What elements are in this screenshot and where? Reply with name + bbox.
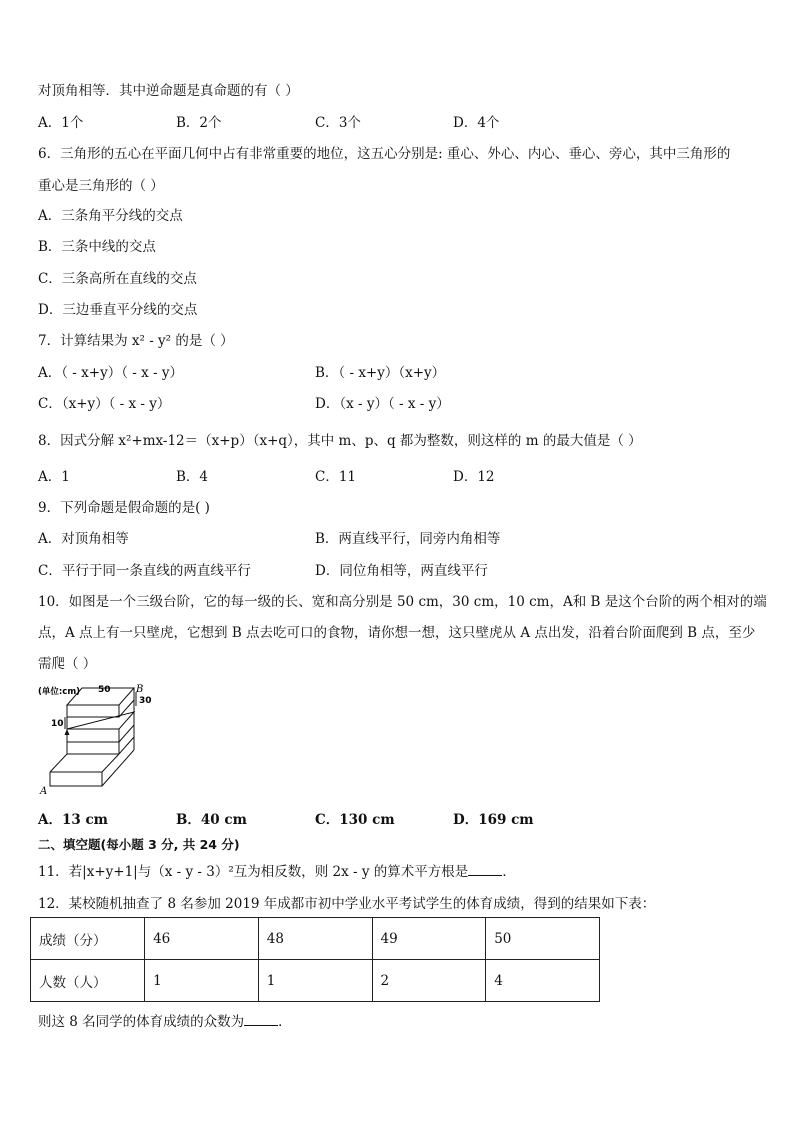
step-top-front [67,705,119,717]
q7-option-c[interactable]: C．（x+y）（ - x - y） [38,396,171,412]
q5-stem-tail: 对顶角相等．其中逆命题是真命题的有（ ） [38,83,299,99]
q8-option-b[interactable]: B．4 [176,469,209,485]
q9-stem: 9．下列命题是假命题的是( ) [38,500,210,516]
table-cell: 1 [145,960,259,1002]
q10-option-a[interactable]: A．13 cm [38,812,108,828]
q12-stem: 12．某校随机抽查了 8 名参加 2019 年成都市初中学业水平考试学生的体育成绩，得到的结果如下表： [38,896,656,912]
q10-stem-line3: 需爬（ ） [38,656,97,672]
table-row [31,960,600,1002]
q5-option-c[interactable]: C．3个 [315,115,361,131]
q9-option-a[interactable]: A．对顶角相等 [38,531,129,547]
q11-answer-blank[interactable] [468,863,502,876]
q11-stem [38,863,516,881]
q6-option-c[interactable]: C．三条高所在直线的交点 [38,271,197,287]
staircase-figure [36,684,166,796]
q10-stem-line2: 点，A 点上有一只壁虎，它想到 B 点去吃可口的食物，请你想一想，这只壁虎从 A 点出发，沿着台阶面爬到 B 点，至少 [38,625,756,641]
q12-after-end: ． [278,1014,292,1030]
point-b-label: B [136,684,144,695]
q5-option-a[interactable]: A．1个 [38,115,84,131]
q8-stem: 8．因式分解 x²+mx-12＝（x+p）（x+q），其中 m、p、q 都为整数，则这样的 m 的最大值是（ ） [38,433,642,449]
q12-answer-blank[interactable] [244,1013,278,1026]
q11-stem-end: ． [502,864,516,880]
point-a-label: A [40,786,48,796]
q6-option-d[interactable]: D．三边垂直平分线的交点 [38,302,198,318]
q5-option-d[interactable]: D．4个 [453,115,500,131]
table-cell: 48 [258,918,372,960]
q9-option-c[interactable]: C．平行于同一条直线的两直线平行 [38,563,251,579]
q10-option-b[interactable]: B．40 cm [176,812,247,828]
table-cell: 成绩（分） [31,918,145,960]
table-cell: 4 [486,960,600,1002]
table-cell: 1 [258,960,372,1002]
dim-50-label: 50 [98,685,111,695]
q10-stem-line1: 10．如图是一个三级台阶，它的每一级的长、宽和高分别是 50 cm，30 cm，10 cm，A和 B 是这个台阶的两个相对的端 [38,594,767,610]
arrow-up-head [65,729,70,735]
q7-option-b[interactable]: B．（ - x+y）（x+y） [315,365,446,381]
table-cell: 49 [372,918,486,960]
q6-stem-line2: 重心是三角形的（ ） [38,178,164,194]
table-cell: 50 [486,918,600,960]
q10-option-c[interactable]: C．130 cm [315,812,395,828]
q8-option-a[interactable]: A．1 [38,469,70,485]
q6-stem-line1: 6．三角形的五心在平面几何中占有非常重要的地位，这五心分别是: 重心、外心、内心、垂心、旁心，其中三角形的 [38,146,731,162]
section-title: 二、填空题(每小题 3 分, 共 24 分) [38,837,240,852]
score-table [30,917,600,1002]
q12-after [38,1013,292,1031]
q6-option-b[interactable]: B．三条中线的交点 [38,239,156,255]
dim-10-label: 10 [51,719,64,729]
table-cell: 2 [372,960,486,1002]
step-bottom-front [50,772,102,786]
table-cell: 人数（人） [31,960,145,1002]
q9-option-d[interactable]: D．同位角相等，两直线平行 [315,563,488,579]
q11-stem-text: 11．若|x+y+1|与（x - y - 3）²互为相反数，则 2x - y 的算术平方根是 [38,864,469,880]
q6-option-a[interactable]: A．三条角平分线的交点 [38,208,183,224]
step-mid-face [67,712,134,729]
table-cell: 46 [145,918,259,960]
q7-option-a[interactable]: A．（ - x+y）（ - x - y） [38,365,183,381]
q10-option-d[interactable]: D．169 cm [453,812,534,828]
q7-option-d[interactable]: D．（x - y）（ - x - y） [315,396,450,412]
q12-after-text: 则这 8 名同学的体育成绩的众数为 [38,1014,245,1030]
q8-option-d[interactable]: D．12 [453,469,495,485]
q7-stem: 7．计算结果为 x² - y² 的是（ ） [38,333,234,349]
step-bottom-face [67,742,119,754]
table-row [31,918,600,960]
q8-option-c[interactable]: C．11 [315,469,357,485]
dim-30-label: 30 [139,696,152,706]
q9-option-b[interactable]: B．两直线平行，同旁内角相等 [315,531,501,547]
q5-option-b[interactable]: B．2个 [176,115,222,131]
unit-label: (单位:cm) [38,687,81,697]
